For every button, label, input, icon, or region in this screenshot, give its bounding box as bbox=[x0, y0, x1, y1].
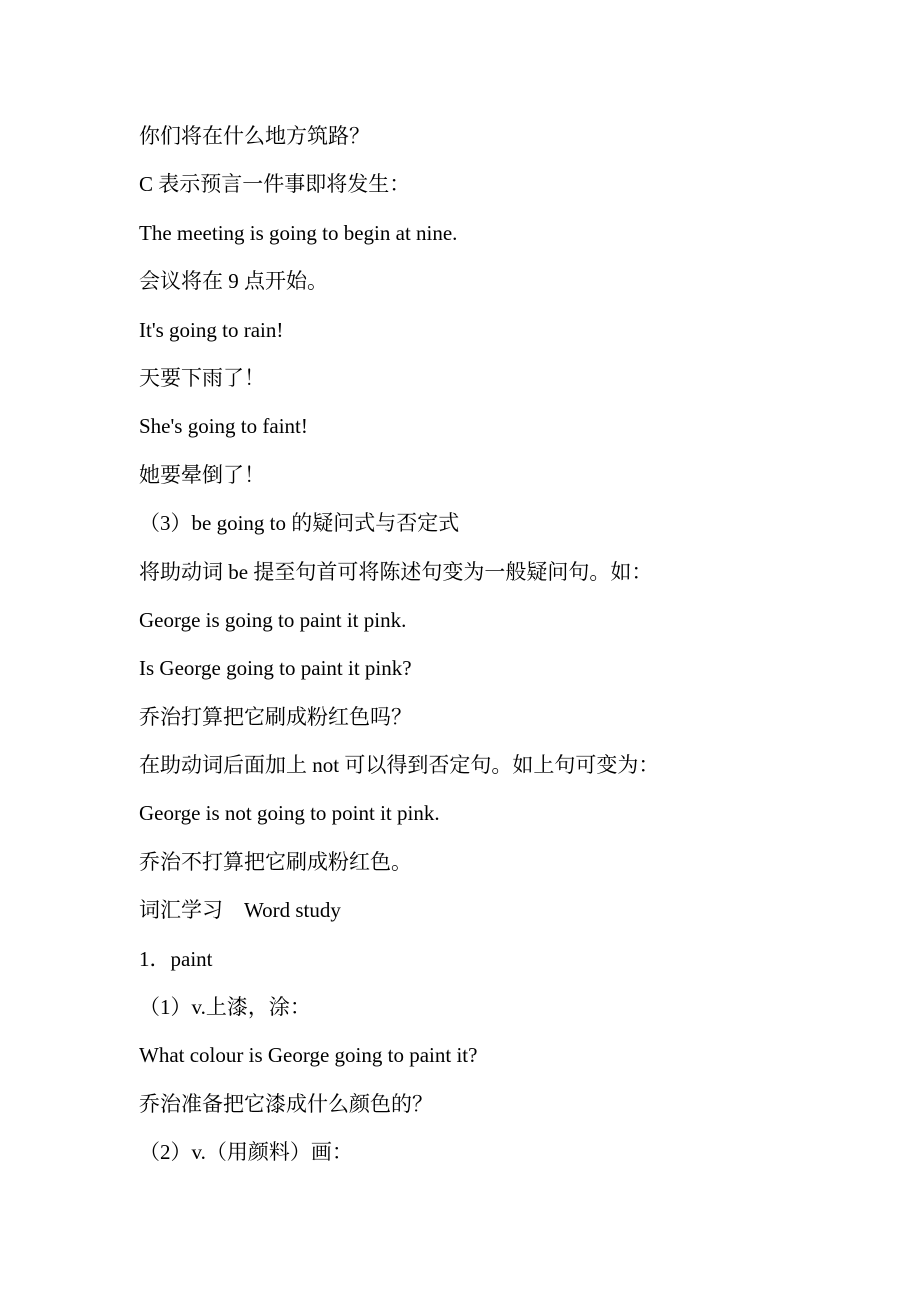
text-line: What colour is George going to paint it? bbox=[139, 1043, 478, 1068]
text-line: The meeting is going to begin at nine. bbox=[139, 220, 458, 245]
vocab-item: 1．paint bbox=[139, 946, 213, 971]
text-line: George is not going to point it pink. bbox=[139, 801, 440, 826]
text-line: 乔治准备把它漆成什么颜色的？ bbox=[139, 1091, 433, 1116]
text-line: 将助动词 be 提至句首可将陈述句变为一般疑问句。如： bbox=[139, 559, 653, 584]
text-line: It's going to rain! bbox=[139, 317, 284, 342]
text-line: 乔治打算把它刷成粉红色吗？ bbox=[139, 704, 412, 729]
text-line: George is going to paint it pink. bbox=[139, 607, 407, 632]
text-line: 会议将在 9 点开始。 bbox=[139, 269, 328, 294]
definition-line: （1）v.上漆，涂： bbox=[139, 995, 311, 1020]
text-line: 在助动词后面加上 not 可以得到否定句。如上句可变为： bbox=[139, 753, 660, 778]
section-heading: 词汇学习 Word study bbox=[139, 898, 341, 923]
text-line: C 表示预言一件事即将发生： bbox=[139, 172, 411, 197]
text-line: Is George going to paint it pink? bbox=[139, 656, 412, 681]
text-line: 天要下雨了！ bbox=[139, 365, 265, 390]
text-line: She's going to faint! bbox=[139, 414, 308, 439]
definition-line: （2）v.（用颜料）画： bbox=[139, 1140, 353, 1165]
text-line: 她要晕倒了！ bbox=[139, 462, 265, 487]
text-line: 乔治不打算把它刷成粉红色。 bbox=[139, 849, 412, 874]
document-body bbox=[139, 116, 859, 1181]
text-line: 你们将在什么地方筑路？ bbox=[139, 124, 370, 148]
section-heading: （3）be going to 的疑问式与否定式 bbox=[139, 511, 460, 536]
